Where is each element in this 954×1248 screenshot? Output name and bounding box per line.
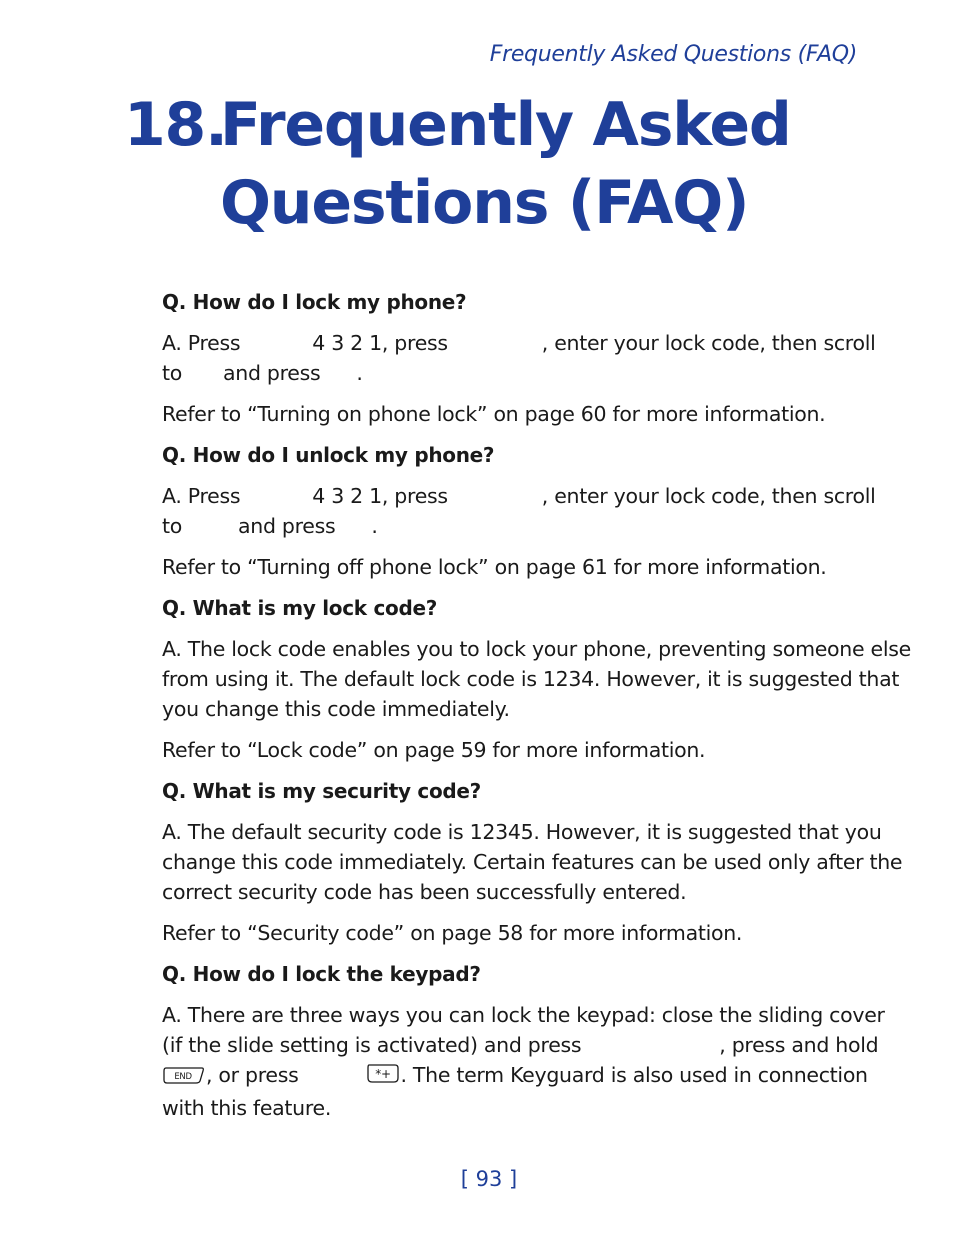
faq-answer-unlock-phone: [162, 481, 876, 541]
end-key-label: END: [174, 1072, 192, 1082]
answer-text: , or press: [206, 1063, 299, 1087]
star-key-label: *+: [375, 1067, 392, 1081]
faq-question-security-code: Q. What is my security code?: [162, 779, 481, 803]
answer-text: to: [162, 514, 182, 538]
faq-question-lock-code: Q. What is my lock code?: [162, 596, 438, 620]
answer-line: A. The default security code is 12345. However, it is suggested that you: [162, 820, 882, 844]
faq-refer-unlock-phone: Refer to “Turning off phone lock” on page 61 for more information.: [162, 555, 827, 579]
answer-text: with this feature: [162, 1096, 325, 1120]
answer-line: change this code immediately. Certain features can be used only after the: [162, 850, 903, 874]
answer-text: to: [162, 361, 182, 385]
answer-text: . The term Keyguard is also used in connection: [400, 1063, 868, 1087]
chapter-title-line1: Frequently Asked: [220, 90, 791, 160]
answer-text: 4 3 2 1, press: [312, 331, 448, 355]
end-key-icon: [162, 1063, 206, 1093]
faq-answer-lock-phone: [162, 328, 876, 388]
star-key-icon: [366, 1063, 400, 1093]
answer-text: , press and hold: [719, 1033, 879, 1057]
answer-line: you change this code immediately.: [162, 697, 510, 721]
faq-answer-lock-keypad: [162, 1000, 885, 1123]
answer-text: A. Press: [162, 484, 241, 508]
faq-refer-lock-code: Refer to “Lock code” on page 59 for more information.: [162, 738, 706, 762]
faq-refer-security-code: Refer to “Security code” on page 58 for more information.: [162, 921, 743, 945]
answer-text: A. Press: [162, 331, 241, 355]
answer-text: , enter your lock code, then scroll: [541, 484, 876, 508]
answer-text: .: [324, 1096, 332, 1120]
answer-text: .: [356, 361, 363, 385]
faq-answer-lock-code: [162, 634, 911, 724]
faq-question-lock-keypad: Q. How do I lock the keypad?: [162, 962, 481, 986]
faq-question-unlock-phone: Q. How do I unlock my phone?: [162, 443, 495, 467]
chapter-number: 18.: [124, 90, 227, 160]
faq-refer-lock-phone: Refer to “Turning on phone lock” on page 60 for more information.: [162, 402, 826, 426]
faq-question-lock-phone: Q. How do I lock my phone?: [162, 290, 467, 314]
answer-text: and press: [237, 514, 336, 538]
answer-text: , enter your lock code, then scroll: [541, 331, 876, 355]
answer-line: A. There are three ways you can lock the keypad: close the sliding cover: [162, 1003, 885, 1027]
answer-line: from using it. The default lock code is 1234. However, it is suggested that: [162, 667, 900, 691]
chapter-title-line2: Questions (FAQ): [220, 168, 749, 238]
answer-line: A. The lock code enables you to lock your phone, preventing someone else: [162, 637, 911, 661]
faq-answer-security-code: [162, 817, 903, 907]
page-number: [ 93 ]: [460, 1167, 518, 1191]
answer-text: (if the slide setting is activated) and press: [162, 1033, 582, 1057]
answer-line: correct security code has been successfully entered.: [162, 880, 687, 904]
answer-text: and press: [222, 361, 321, 385]
answer-text: .: [371, 514, 378, 538]
faq-content: [162, 287, 911, 1134]
running-header: Frequently Asked Questions (FAQ): [489, 42, 857, 67]
answer-text: 4 3 2 1, press: [312, 484, 448, 508]
